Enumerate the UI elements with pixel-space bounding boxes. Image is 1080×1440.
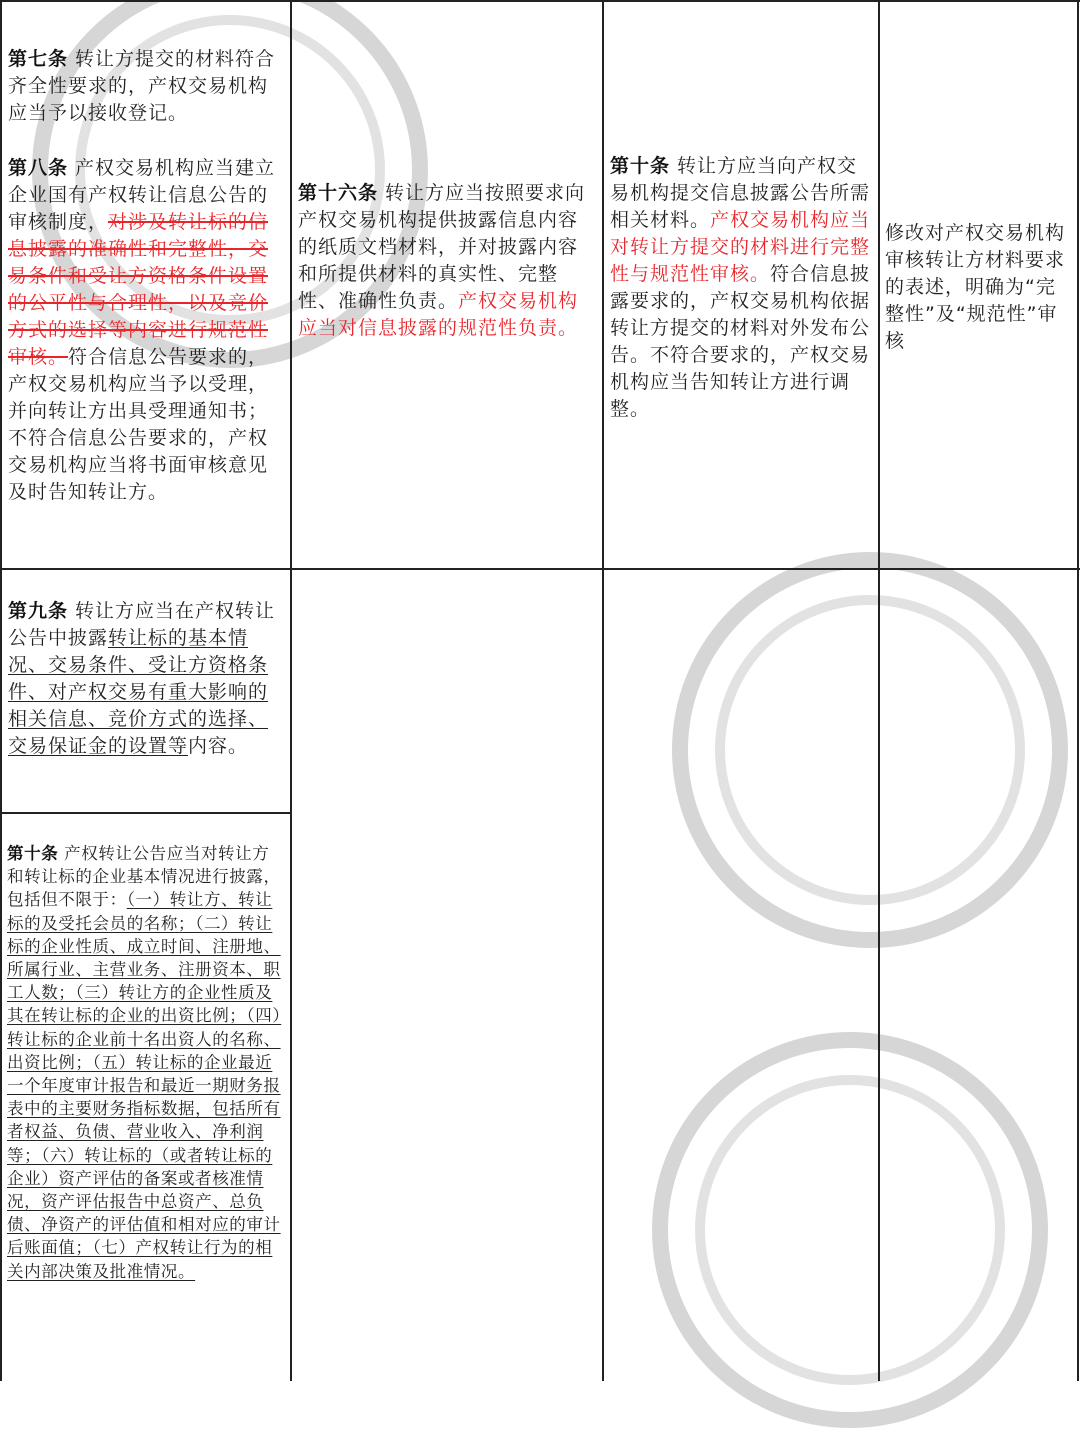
border-art9 xyxy=(0,812,292,814)
article-9 xyxy=(8,598,284,760)
border-col3 xyxy=(878,0,880,1381)
article-9-title: 第九条 xyxy=(8,600,69,622)
article-7-title: 第七条 xyxy=(8,48,69,70)
watermark-seal-bottom xyxy=(640,1020,1060,1440)
new-article-10-title: 第十条 xyxy=(610,155,671,177)
article-16-body: 转让方应当按照要求向产权交易机构提供披露信息内容的纸质文档材料，并对披露内容和所提供材料的真实性、完整性、准确性负责。 xyxy=(298,182,586,312)
article-8-body-b: 符合信息公告要求的，产权交易机构应当予以受理，并向转让方出具受理通知书；不符合信息公告要求的，产权交易机构应当将书面审核意见及时告知转让方。 xyxy=(8,346,269,503)
article-8 xyxy=(8,155,284,506)
article-10 xyxy=(7,842,283,1283)
row1-col2 xyxy=(298,180,596,342)
row1-col1 xyxy=(8,46,284,506)
row1-col4 xyxy=(885,220,1071,355)
change-note: 修改对产权交易机构审核转让方材料要求的表述，明确为“完整性”及“规范性”审核 xyxy=(885,222,1066,352)
article-8-deleted-text: 对涉及转让标的信息披露的准确性和完整性，交易条件和受让方资格条件设置的公平性与合理性，以及竞价方式的选择等内容进行规范性审核。 xyxy=(8,211,269,368)
article-9-underlined: 转让标的基本情况、交易条件、受让方资格条件、对产权交易有重大影响的相关信息、竞价方式的选择、交易保证金的设置等 xyxy=(8,627,269,757)
new-article-10 xyxy=(610,153,874,423)
article-9-body-a: 转让方应当在产权转让公告中披露 xyxy=(8,600,276,649)
article-10-underlined: （一）转让方、转让标的及受托会员的名称；（二）转让标的企业性质、成立时间、注册地、所属行业、主营业务、注册资本、职工人数；（三）转让方的企业性质及其在转让标的企业的出资比例；（四）转让标的企业前十名出资人的名称、出资比例；（五）转让标的企业最近一个年度审计报告和最近一期财务报表中的主要财务指标数据，包括所有者权益、负债、营业收入、净利润等；（六）转让标的（或者转让标的企业）资产评估的备案或者核准情况，资产评估报告中总资产、总负债、净资产的评估值和相对应的审计后账面值；（七）产权转让行为的相关内部决策及批准情况。 xyxy=(7,890,282,1281)
border-col1 xyxy=(290,0,292,1381)
watermark-seal-mid xyxy=(660,540,1080,960)
article-10-body-a: 产权转让公告应当对转让方和转让标的企业基本情况进行披露，包括但不限于： xyxy=(7,844,281,910)
article-7-body: 转让方提交的材料符合齐全性要求的，产权交易机构应当予以接收登记。 xyxy=(8,48,276,124)
new-article-10-body-a: 转让方应当向产权交易机构提交信息披露公告所需相关材料。 xyxy=(610,155,871,231)
new-article-10-added-text: 产权交易机构应当对转让方提交的材料进行完整性与规范性审核。 xyxy=(610,209,871,285)
row1-col3 xyxy=(610,153,874,423)
article-16-added-text: 产权交易机构应当对信息披露的规范性负责。 xyxy=(298,290,579,339)
border-top xyxy=(0,0,1080,2)
border-right xyxy=(1077,0,1079,1381)
border-row xyxy=(0,568,1080,570)
article-10-title: 第十条 xyxy=(7,844,59,863)
article-16 xyxy=(298,180,596,342)
article-8-title: 第八条 xyxy=(8,157,69,179)
row2-art9 xyxy=(8,598,284,760)
article-7 xyxy=(8,46,284,127)
article-8-body-a: 产权交易机构应当建立企业国有产权转让信息公告的审核制度， xyxy=(8,157,276,233)
article-16-title: 第十六条 xyxy=(298,182,379,204)
new-article-10-body-b: 符合信息披露要求的，产权交易机构依据转让方提交的材料对外发布公告。不符合要求的，产权交易机构应当告知转让方进行调整。 xyxy=(610,263,871,420)
border-left xyxy=(0,0,2,1381)
row2-art10 xyxy=(7,842,283,1283)
article-9-body-b: 内容。 xyxy=(188,735,249,757)
border-col2 xyxy=(602,0,604,1381)
